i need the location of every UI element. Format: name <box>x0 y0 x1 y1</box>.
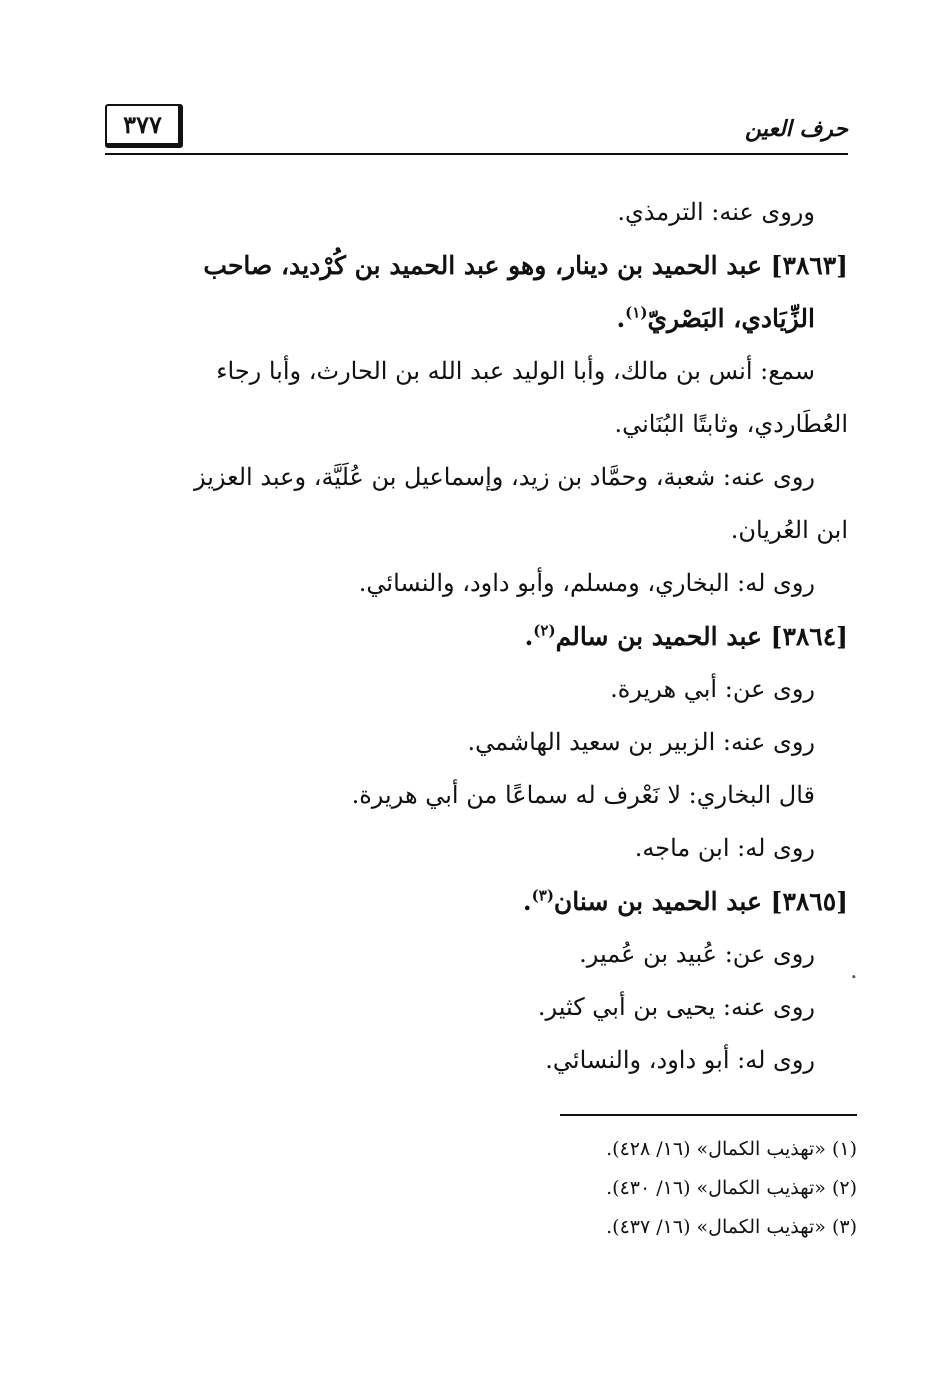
text-line: وروى عنه: الترمذي. <box>617 198 815 226</box>
header-rule <box>105 153 848 155</box>
entry-heading-3865 <box>105 875 848 928</box>
text-line: روى له: أبو داود، والنسائي. <box>545 1046 815 1074</box>
margin-mark: . <box>850 956 858 984</box>
entry-heading-3863-cont <box>105 292 848 345</box>
footnote-3: (٣) «تهذيب الكمال» (١٦/ ٤٣٧). <box>606 1216 857 1238</box>
text-line: ابن العُريان. <box>730 516 848 544</box>
text-line: روى عنه: شعبة، وحمَّاد بن زيد، وإسماعيل بن عُلَيَّة، وعبد العزيز <box>193 463 815 491</box>
footnote-1: (١) «تهذيب الكمال» (١٦/ ٤٢٨). <box>606 1138 857 1160</box>
text-line: روى عن: عُبيد بن عُمير. <box>579 940 815 968</box>
entry-heading-text: [٣٨٦٥] عبد الحميد بن سنان <box>553 887 848 916</box>
footnote-ref-2: (٢) <box>533 621 556 640</box>
entry-heading-3863: [٣٨٦٣] عبد الحميد بن دينار، وهو عبد الحميد بن كُرْديد، صاحب <box>203 251 848 280</box>
entry-heading-text: [٣٨٦٤] عبد الحميد بن سالم <box>555 622 848 651</box>
footnote-rule <box>560 1114 857 1116</box>
text-line: روى له: البخاري، ومسلم، وأبو داود، والنسائي. <box>358 569 815 597</box>
text-line: روى عنه: الزبير بن سعيد الهاشمي. <box>467 728 815 756</box>
text-line: العُطَاردي، وثابتًا البُنَاني. <box>614 410 848 438</box>
text-line: سمع: أنس بن مالك، وأبا الوليد عبد الله بن الحارث، وأبا رجاء <box>216 357 815 385</box>
entry-heading-text: الزِّيَادي، البَصْريّ <box>647 304 815 333</box>
page-header <box>105 104 848 154</box>
entry-end: . <box>524 622 534 651</box>
page-number-box: ٣٧٧ <box>105 104 183 148</box>
footnotes <box>477 1130 857 1247</box>
entry-heading-3864 <box>105 610 848 663</box>
main-text <box>105 186 848 1087</box>
text-line: قال البخاري: لا نَعْرف له سماعًا من أبي هريرة. <box>351 781 815 809</box>
entry-end: . <box>522 887 532 916</box>
footnote-ref-1: (١) <box>625 303 648 322</box>
footnote-ref-3: (٣) <box>531 886 554 905</box>
text-line: روى عنه: يحيى بن أبي كثير. <box>537 993 815 1021</box>
running-title: حرف العين <box>744 116 848 142</box>
entry-end: . <box>616 304 626 333</box>
text-line: روى عن: أبي هريرة. <box>610 675 815 703</box>
footnote-2: (٢) «تهذيب الكمال» (١٦/ ٤٣٠). <box>606 1177 857 1199</box>
text-line: روى له: ابن ماجه. <box>634 834 815 862</box>
